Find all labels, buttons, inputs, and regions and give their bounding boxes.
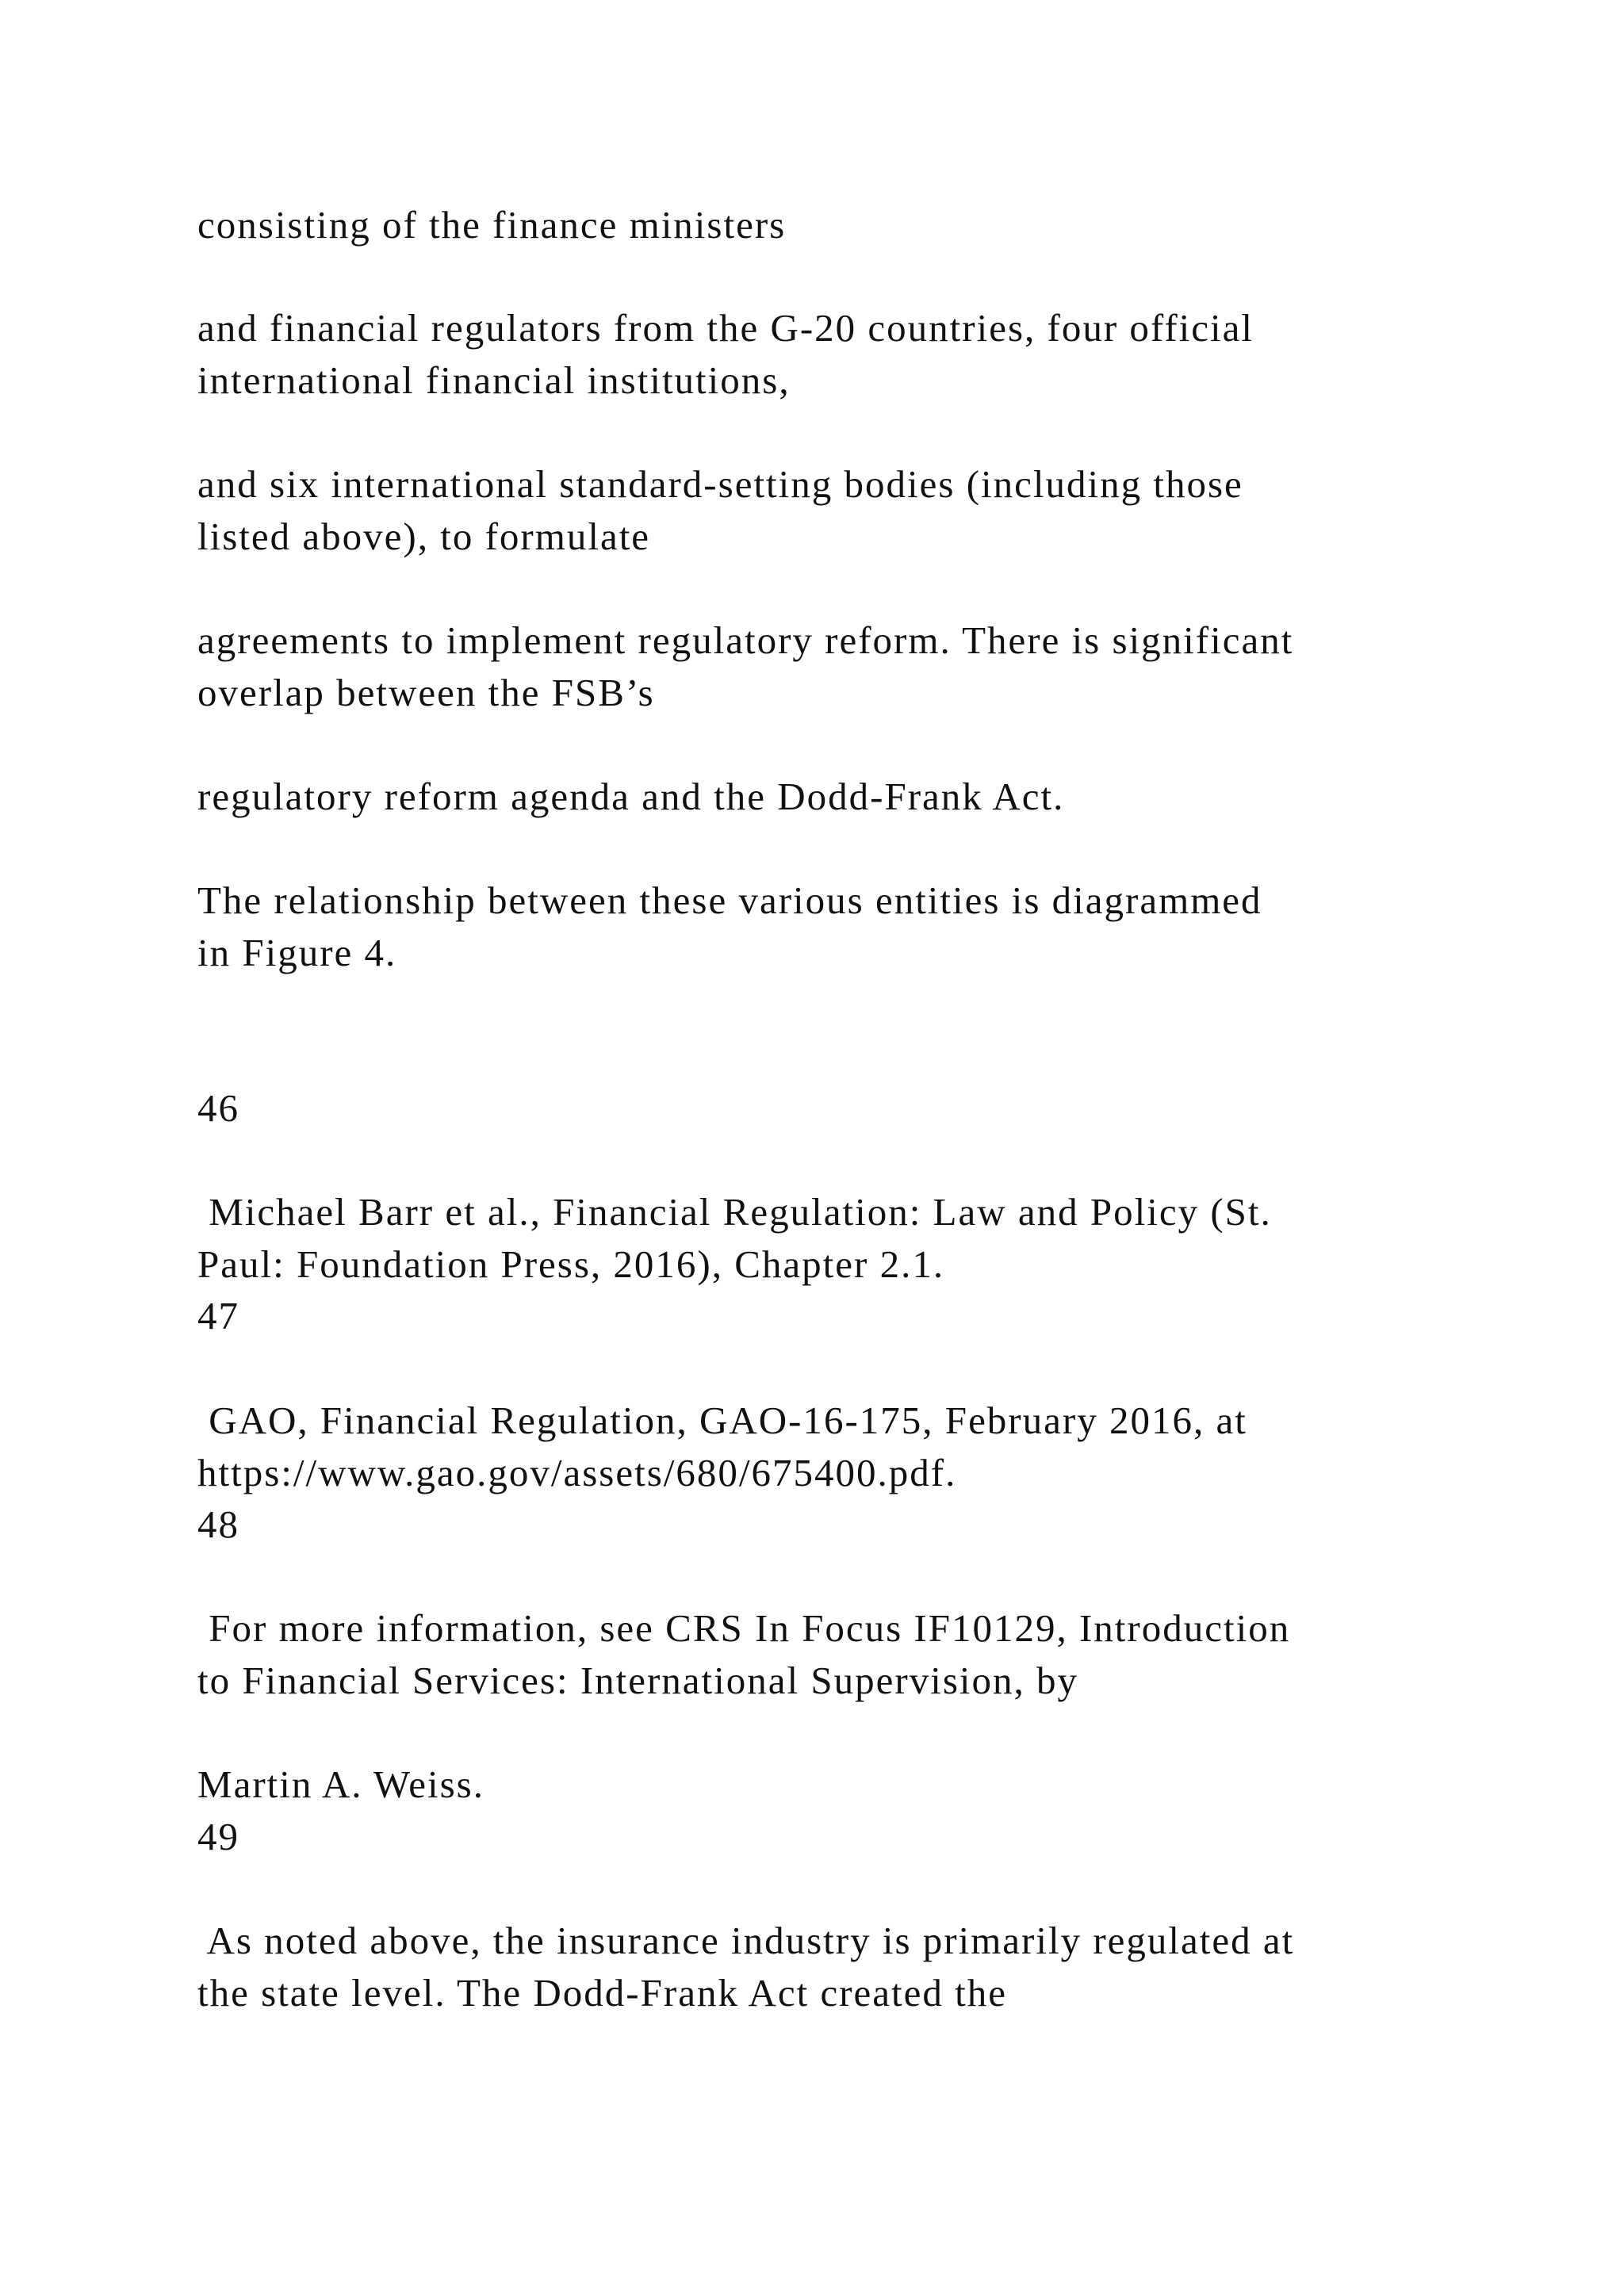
footnote-number: 46 (197, 1086, 239, 1130)
footnote-url: https://www.gao.gov/assets/680/675400.pdf. (197, 1451, 957, 1494)
body-text-line: and financial regulators from the G-20 countries, four official (197, 306, 1254, 350)
footnote-number: 47 (197, 1294, 239, 1337)
footnote-text-line: As noted above, the insurance industry is primarily regulated at (197, 1919, 1295, 1962)
footnote-text-line: GAO, Financial Regulation, GAO-16-175, February 2016, at (197, 1399, 1247, 1442)
body-text-line: regulatory reform agenda and the Dodd-Frank Act. (197, 775, 1065, 818)
footnote-text-line: For more information, see CRS In Focus IF10129, Introduction (197, 1606, 1291, 1650)
body-text-line: The relationship between these various entities is diagrammed (197, 878, 1262, 922)
body-text-line: and six international standard-setting bodies (including those (197, 462, 1243, 506)
body-text-line: listed above), to formulate (197, 515, 651, 558)
footnote-number: 49 (197, 1815, 239, 1858)
body-text-line: in Figure 4. (197, 931, 397, 974)
footnote-text-line: to Financial Services: International Supervision, by (197, 1659, 1079, 1702)
body-text-line: consisting of the finance ministers (197, 203, 787, 247)
footnote-text-line: Michael Barr et al., Financial Regulation: Law and Policy (St. (197, 1190, 1272, 1234)
body-text-line: international financial institutions, (197, 358, 791, 402)
footnote-text-line: the state level. The Dodd-Frank Act created the (197, 1971, 1008, 2015)
footnote-number: 48 (197, 1502, 239, 1546)
body-text-line: agreements to implement regulatory reform. There is significant (197, 618, 1294, 662)
body-text-line: overlap between the FSB’s (197, 671, 655, 714)
footnote-text-line: Paul: Foundation Press, 2016), Chapter 2.1. (197, 1242, 945, 1286)
footnote-text-line: Martin A. Weiss. (197, 1762, 485, 1806)
